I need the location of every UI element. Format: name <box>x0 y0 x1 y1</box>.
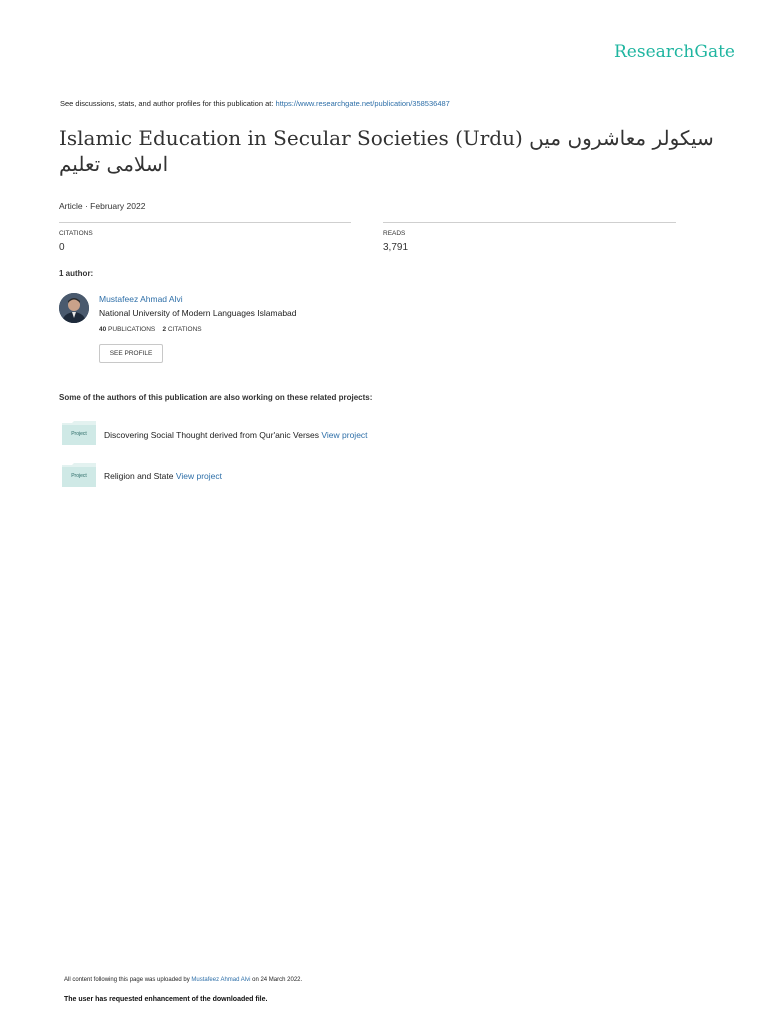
uploader-link[interactable]: Mustafeez Ahmad Alvi <box>191 977 251 983</box>
reads-label: READS <box>383 230 406 237</box>
publication-url-link[interactable]: https://www.researchgate.net/publication/358536487 <box>275 99 450 108</box>
download-notice: The user has requested enhancement of the downloaded file. <box>64 996 268 1003</box>
related-project-item <box>104 471 222 481</box>
author-publications-count: 40 <box>99 326 107 333</box>
author-citations-count: 2 <box>162 326 167 333</box>
reads-value: 3,791 <box>383 242 409 253</box>
project-folder-icon <box>62 421 96 445</box>
author-publications-label: PUBLICATIONS <box>108 326 156 333</box>
researchgate-logo[interactable]: ResearchGate <box>614 42 735 62</box>
divider-right <box>383 222 676 223</box>
upload-suffix: on 24 March 2022. <box>252 977 303 983</box>
author-avatar[interactable] <box>59 293 89 323</box>
author-stats <box>99 326 202 333</box>
publication-type-date: Article · February 2022 <box>59 201 146 211</box>
upload-prefix: All content following this page was uploaded by <box>64 977 190 983</box>
project-icon-label: Project <box>71 431 87 437</box>
project-title: Religion and State <box>104 471 174 481</box>
upload-note <box>64 977 302 983</box>
citations-value: 0 <box>59 242 65 253</box>
publication-source-line <box>60 99 450 108</box>
related-projects-heading: Some of the authors of this publication are also working on these related projects: <box>59 393 373 402</box>
view-project-link[interactable]: View project <box>321 430 368 440</box>
author-institution: National University of Modern Languages Islamabad <box>99 308 297 318</box>
author-name-link[interactable]: Mustafeez Ahmad Alvi <box>99 294 183 304</box>
project-folder-icon <box>62 463 96 487</box>
divider-left <box>59 222 351 223</box>
project-icon-label: Project <box>71 473 87 479</box>
related-project-item <box>104 430 368 440</box>
avatar-portrait-icon <box>59 293 89 323</box>
see-profile-button[interactable]: SEE PROFILE <box>99 344 163 363</box>
view-project-link[interactable]: View project <box>175 471 222 481</box>
project-title: Discovering Social Thought derived from Qur'anic Verses <box>104 430 320 440</box>
citations-label: CITATIONS <box>59 230 93 237</box>
publication-title: Islamic Education in Secular Societies (Urdu) سیکولر معاشروں میں اسلامی تعلیم <box>59 126 714 176</box>
authors-heading: 1 author: <box>59 269 94 278</box>
source-line-text: See discussions, stats, and author profiles for this publication at: <box>60 99 274 108</box>
author-citations-label: CITATIONS <box>167 326 202 333</box>
